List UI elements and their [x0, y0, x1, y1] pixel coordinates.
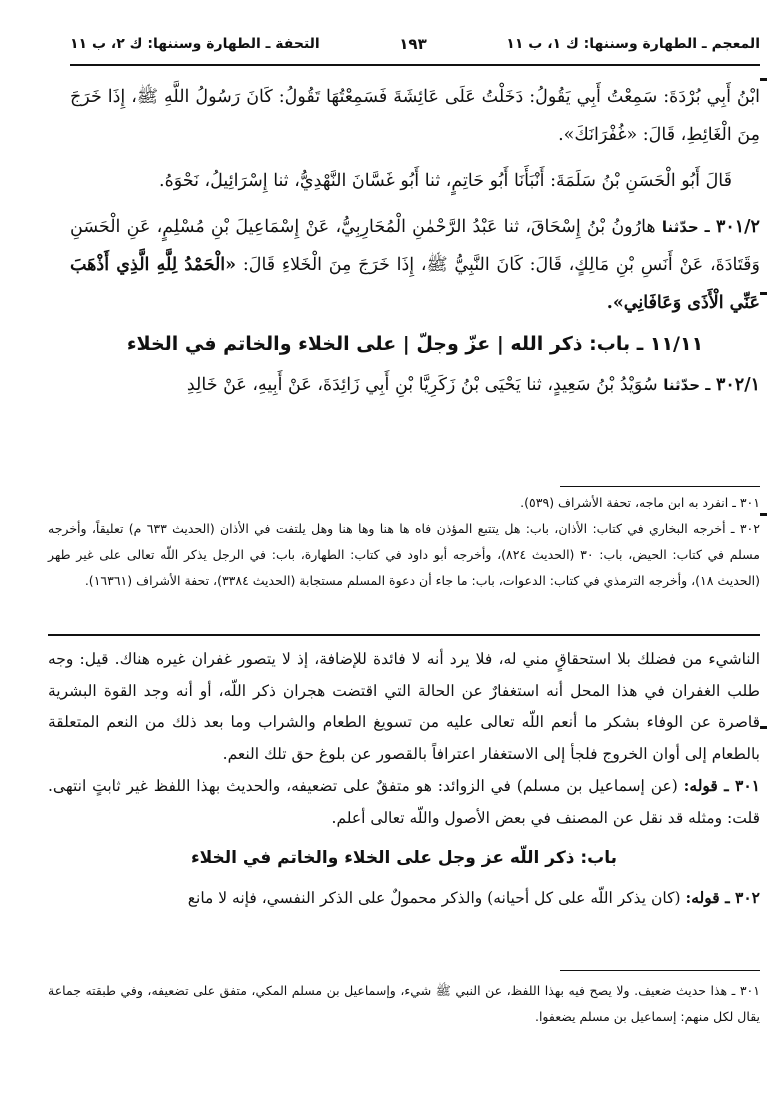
header-rule — [70, 64, 760, 66]
commentary-302 — [48, 882, 760, 915]
hadith-302-text: سُوَيْدُ بْنُ سَعِيدٍ، ثنا يَحْيَى بْنُ زَكَرِيَّا بْنِ أَبِي زَائِدَةَ، عَنْ أَبِيهِ، عَنْ خَالِدِ — [186, 375, 658, 395]
haddathana-label: ـ حدّثنا — [661, 218, 710, 236]
commentary-301 — [48, 770, 760, 834]
hadith-301-text: هارُونُ بْنُ إِسْحَاقَ، ثنا عَبْدُ الرَّحْمٰنِ الْمُحَارِبِيُّ، عَنْ إِسْمَاعِيلَ بْنِ مُسْلِمٍ، عَنِ الْحَسَنِ وَقَتَادَةَ، عَنْ أَنَسِ بْنِ مَالِكٍ، قَالَ: كَانَ النَّبِيُّ ﷺ، إِذَا خَرَجَ مِنَ الْخَلاءِ قَالَ: — [70, 217, 760, 275]
ibn-salamah-note: قَالَ أَبُو الْحَسَنِ بْنُ سَلَمَةَ: أَنْبَأَنَا أَبُو حَاتِمٍ، ثنا أَبُو غَسَّانَ النَّهْدِيُّ، ثنا إِسْرَائِيلُ، نَحْوَهُ. — [159, 171, 732, 191]
footnote-rule — [560, 486, 760, 487]
hadith-301 — [70, 208, 760, 322]
footnote-302: ٣٠٢ ـ أخرجه البخاري في كتاب: الأذان، باب: هل يتتبع المؤذن فاه ها هنا وها هنا وهل يلتفت في الأذان (الحديث ٦٣٣ م) تعليقاً، وأخرجه مسلم في كتاب: الحيض، باب: ٣٠ (الحديث ٨٢٤)، وأخرجه أبو داود في كتاب: الطهارة، باب: في الرجل يذكر اللّه تعالى على غير طهر (الحديث ١٨)، وأخرجه الترمذي في كتاب: الدعوات، باب: ما جاء أن دعوة المسلم مستجابة (الحديث ٣٣٨٤)، تحفة الأشراف (١٦٣٦١). — [48, 521, 760, 588]
hadith-302 — [70, 366, 760, 404]
hadith-302-number: ٣٠٢/١ — [716, 375, 760, 395]
commentary-rule — [48, 634, 760, 636]
hadith-301-quote: «الْحَمْدُ لِلَّهِ الَّذِي أَذْهَبَ عَنِّي الْأَذَى وَعَافَانِي». — [70, 255, 760, 313]
margin-mark — [760, 513, 767, 516]
chapter-heading: ١١/١١ ـ باب: ذكر الله | عزّ وجلّ | على الخلاء والخاتم في الخلاء — [126, 333, 704, 355]
margin-mark — [760, 292, 767, 295]
commentary-chapter-heading: باب: ذكر اللّه عز وجل على الخلاء والخاتم في الخلاء — [190, 848, 618, 868]
qawluh-302-label: ٣٠٢ ـ قوله: — [685, 888, 760, 907]
qawluh-301-label: ٣٠١ ـ قوله: — [683, 776, 760, 795]
margin-mark — [760, 726, 767, 729]
grading-footnotes — [48, 978, 760, 1030]
commentary — [48, 644, 760, 915]
hadith-301-number: ٣٠١/٢ — [715, 217, 760, 237]
margin-mark — [760, 78, 767, 81]
hadith-text — [70, 78, 760, 404]
commentary-paragraph: الناشيء من فضلك بلا استحقاقٍ مني له، فلا يرد أنه لا فائدة للإضافة، إذ لا يتصور غفران غيره هناك. قيل: وجه طلب الغفران في هذا المحل أنه استغفارٌ عن الحالة التي اقتضت هجران ذكر اللّه، أو أنه وجد القوة البشرية قاصرة عن الوفاء بشكر ما أنعم اللّه تعالى عليه من تسويغ الطعام والشراب وما بعد ذلك من النعم المتعلقة بالطعام إلى أوان الخروج فلجأ إلى الاستغفار اعترافاً بالقصور عن بلوغ حق تلك النعم. — [48, 650, 760, 763]
footnote-301: ٣٠١ ـ انفرد به ابن ماجه، تحفة الأشراف (٥٣٩). — [520, 495, 760, 510]
haddathana-label: ـ حدّثنا — [663, 376, 711, 394]
page-number: ١٩٣ — [399, 35, 427, 53]
grading-footnote-301: ٣٠١ ـ هذا حديث ضعيف. ولا يصح فيه بهذا اللفظ، عن النبي ﷺ شيء، وإسماعيل بن مسلم المكي، متفق على تضعيفه، وفي طبقته جماعة يقال لكل منهم: إسماعيل بن مسلم يضعفوا. — [48, 983, 760, 1024]
takhrij-footnotes — [48, 490, 760, 594]
header-left-title: التحفة ـ الطهارة وسننها: ك ٢، ب ١١ — [70, 36, 320, 52]
hadith-300-ending: ابْنُ أَبِي بُرْدَةَ: سَمِعْتُ أَبِي يَقُولُ: دَخَلْتُ عَلَى عَائِشَةَ فَسَمِعْتُهَا تَقُولُ: كَانَ رَسُولُ اللَّهِ ﷺ، إِذَا خَرَجَ مِنَ الْغَائِطِ، قَالَ: «غُفْرَانَكَ». — [70, 87, 760, 145]
running-header — [70, 32, 760, 56]
header-right-title: المعجم ـ الطهارة وسننها: ك ١، ب ١١ — [506, 36, 760, 52]
footnote-rule-2 — [560, 970, 760, 971]
qawluh-301-text: (عن إسماعيل بن مسلم) في الزوائد: هو متفقٌ على تضعيفه، والحديث بهذا اللفظ غير ثابتٍ انتهى. قلت: ومثله قد نقل عن المصنف في بعض الأصول واللّه تعالى أعلم. — [48, 777, 760, 827]
qawluh-302-text: (كان يذكر اللّه على كل أحيانه) والذكر محمولٌ على الذكر النفسي، فإنه لا مانع — [187, 889, 681, 907]
